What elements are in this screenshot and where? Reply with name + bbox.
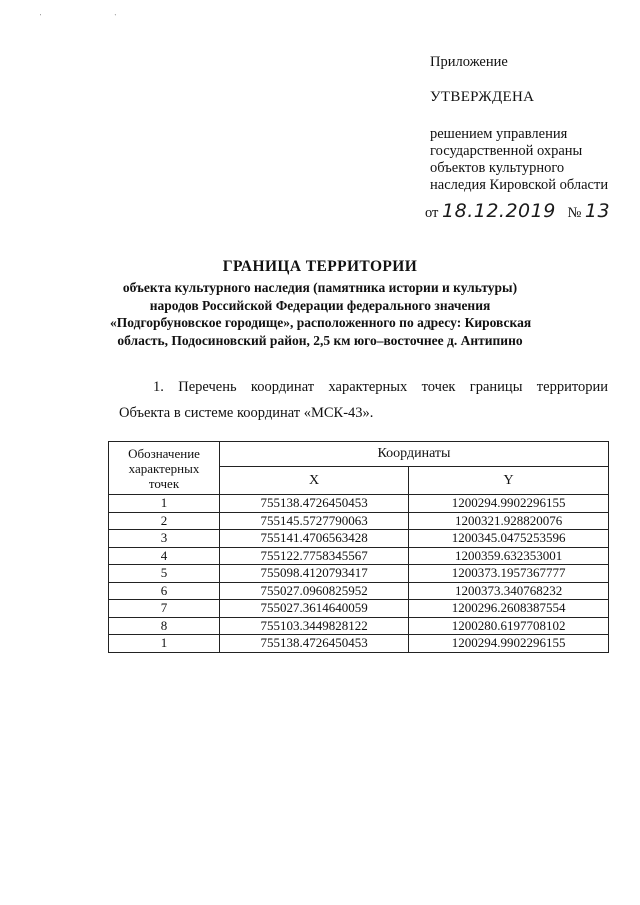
document-heading [110, 258, 530, 349]
y-cell: 1200294.9902296155 [409, 495, 609, 513]
decision-line: объектов культурного [430, 160, 565, 176]
point-cell: 1 [109, 495, 220, 513]
paragraph-line: 1. Перечень координат характерных точек границы территории [153, 379, 608, 395]
table-row [109, 512, 609, 530]
table-row [109, 530, 609, 548]
table-row [109, 495, 609, 513]
from-label: от [425, 205, 439, 221]
subtitle-line: область, Подосиновский район, 2,5 км юго–восточнее д. Антипино [117, 332, 523, 348]
table-row [109, 565, 609, 583]
subtitle-line: объекта культурного наследия (памятника истории и культуры) [122, 280, 518, 295]
table-row [109, 635, 609, 653]
point-cell: 1 [109, 635, 220, 653]
number-label: № [567, 205, 582, 221]
decision-text [430, 126, 630, 194]
table-row [109, 547, 609, 565]
table-row [109, 617, 609, 635]
approved-label: УТВЕРЖДЕНА [430, 89, 535, 105]
header-x: X [220, 467, 409, 495]
document-subtitle [110, 279, 530, 349]
section-paragraph [119, 374, 608, 426]
point-cell: 8 [109, 617, 220, 635]
point-cell: 4 [109, 547, 220, 565]
x-cell: 755122.7758345567 [220, 547, 409, 565]
header-coordinates: Координаты [220, 442, 609, 467]
point-cell: 7 [109, 600, 220, 618]
document-title: ГРАНИЦА ТЕРРИТОРИИ [222, 258, 418, 275]
x-cell: 755027.3614640059 [220, 600, 409, 618]
handwritten-date: 18.12.2019 [442, 200, 556, 222]
header-y: Y [409, 467, 609, 495]
handwritten-number: 13 [584, 200, 611, 222]
subtitle-line: «Подгорбуновское городище», расположенного по адресу: Кировская [110, 315, 532, 330]
x-cell: 755027.0960825952 [220, 582, 409, 600]
table-row [109, 600, 609, 618]
approval-block [430, 54, 630, 194]
y-cell: 1200345.0475253596 [409, 530, 609, 548]
y-cell: 1200294.9902296155 [409, 635, 609, 653]
x-cell: 755103.3449828122 [220, 617, 409, 635]
x-cell: 755138.4726450453 [220, 635, 409, 653]
y-cell: 1200296.2608387554 [409, 600, 609, 618]
y-cell: 1200373.340768232 [409, 582, 609, 600]
table-row [109, 582, 609, 600]
y-cell: 1200280.6197708102 [409, 617, 609, 635]
header-point: Обозначение характерных точек [109, 442, 220, 495]
y-cell: 1200321.928820076 [409, 512, 609, 530]
x-cell: 755098.4120793417 [220, 565, 409, 583]
decision-line: государственной охраны [430, 143, 583, 159]
x-cell: 755141.4706563428 [220, 530, 409, 548]
subtitle-line: народов Российской Федерации федерального значения [149, 297, 491, 313]
point-cell: 6 [109, 582, 220, 600]
paragraph-line: Объекта в системе координат «МСК-43». [119, 405, 374, 421]
date-number-line [425, 200, 610, 222]
decision-line: решением управления [430, 126, 568, 142]
x-cell: 755138.4726450453 [220, 495, 409, 513]
point-cell: 2 [109, 512, 220, 530]
coordinates-table [108, 441, 609, 653]
x-cell: 755145.5727790063 [220, 512, 409, 530]
y-cell: 1200373.1957367777 [409, 565, 609, 583]
appendix-label: Приложение [430, 54, 508, 70]
decision-line: наследия Кировской области [430, 177, 609, 193]
y-cell: 1200359.632353001 [409, 547, 609, 565]
point-cell: 5 [109, 565, 220, 583]
point-cell: 3 [109, 530, 220, 548]
scan-marks: ' ' [40, 14, 152, 20]
